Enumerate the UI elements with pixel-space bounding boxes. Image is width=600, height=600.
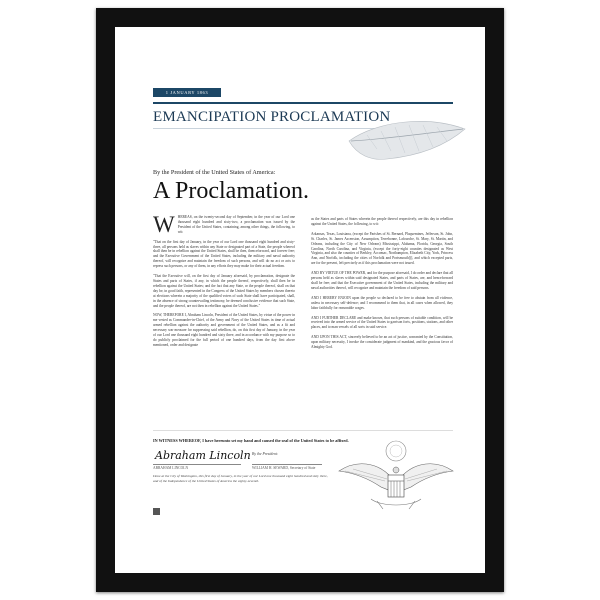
title-rule xyxy=(153,102,453,104)
paragraph: Arkansas, Texas, Louisiana, (except the Parishes of St. Bernard, Plaquemines, Jefferson, St. John, St. Charles, St. James Ascension, Assumption, Terrebonne, Lafourche, St. Mary, St. Martin, and Orleans, including the City of New Orleans) Mississippi, Alabama, Florida, Georgia, South Carolina, North Carolina, and Virginia, (except the forty-eight counties designated as West Virginia, and also the counties of Berkley, Accomac, Northampton, Elizabeth City, York, Princess Ann, and Norfolk, including the cities of Norfolk and Portsmouth[)], and which excepted parts, are for the present, left precisely as if this proclamation were not issued. xyxy=(311,231,453,266)
text-column-left xyxy=(153,212,295,353)
great-seal-eagle-icon xyxy=(337,437,455,519)
drop-cap: W xyxy=(153,212,175,237)
date-banner: 1 JANUARY 1863 xyxy=(153,88,221,97)
section-divider xyxy=(153,430,453,431)
quill-feather-illustration xyxy=(347,111,467,173)
document-sheet xyxy=(115,27,485,573)
signature-line xyxy=(252,464,322,465)
proclamation-heading: A Proclamation. xyxy=(153,178,309,204)
lincoln-signature: Abraham Lincoln xyxy=(155,449,251,462)
signer-name: ABRAHAM LINCOLN xyxy=(153,466,189,470)
paragraph: "That the Executive will, on the first day of January aforesaid, by proclamation, designate the States and parts of States, if any, in which the people thereof, respectively, shall then be in rebellion against the United States; and the fact that any State, or the people thereof, shall on that day be, in good faith, represented in the Congress of the United States by members chosen thereto at elections wherein a majority of the qualified voters of such State shall have participated, shall, in the absence of strong countervailing testimony, be deemed conclusive evidence that such State, and the people thereof, are not then in rebellion against the United States." xyxy=(153,274,295,308)
paragraph: AND I FURTHER DECLARE and make known, that such persons of suitable condition, will be received into the armed service of the United States to garrison forts, positions, stations, and other places, and to man vessels of all sorts in said service. xyxy=(311,315,453,330)
text-column-right xyxy=(311,217,453,355)
footer-logo xyxy=(153,508,160,515)
paragraph: NOW, THEREFORE I, Abraham Lincoln, President of the United States, by virtue of the power in me vested as Commander-in-Chief, of the Army and Navy of the United States in time of actual armed rebellion against the authority and government of the United States, and as a fit and necessary war measure for suppressing said rebellion, do, on this first day of January, in the year of our Lord one thousand eight hundred and sixty three, and in accordance with my purpose so to do publicly proclaimed for the full period of one hundred days, from the day first above mentioned, order and designate xyxy=(153,313,295,347)
byline: By the President of the United States of America: xyxy=(153,169,276,176)
document-title: EMANCIPATION PROCLAMATION xyxy=(153,109,391,125)
signature-line xyxy=(153,464,241,465)
paragraph: AND I HEREBY ENJOIN upon the people so declared to be free to abstain from all violence, unless in necessary self-defence; and I recommend to them that, in all cases when allowed, they labor faithfully for reasonable wages. xyxy=(311,295,453,310)
paragraph xyxy=(153,212,295,237)
paragraph: as the States and parts of States wherein the people thereof respectively, are this day in rebellion against the United States, the following, to wit: xyxy=(311,217,453,226)
paragraph: "That on the first day of January, in the year of our Lord one thousand eight hundred and sixty-three, all persons held as slaves within any State or designated part of a State, the people whereof shall then be in rebellion against the United States, shall be then, thenceforward, and forever free; and the Executive Government of the United States, including the military and naval authority thereof, will recognize and maintain the freedom of such persons, and will do no act or acts to repress such persons, or any of them, in any efforts they may make for their actual freedom. xyxy=(153,239,295,269)
paragraph: AND BY VIRTUE OF THE POWER, and for the purpose aforesaid, I do order and declare that all persons held as slaves within said designated States, and parts of States, are, and henceforward shall be free; and that the Executive government of the United States, including the military and naval authorities thereof, will recognize and maintain the freedom of said persons. xyxy=(311,271,453,290)
by-the-president: By the President: xyxy=(252,452,279,456)
secretary-name: WILLIAM H. SEWARD, Secretary of State xyxy=(252,466,316,470)
paragraph: AND UPON THIS ACT, sincerely believed to be an act of justice, warranted by the Constitution, upon military necessity, I invoke the considerate judgment of mankind, and the gracious favor of Almighty God. xyxy=(311,335,453,350)
witness-statement: IN WITNESS WHEREOF, I have hereunto set my hand and caused the seal of the United States to be affixed. xyxy=(153,438,349,443)
paragraph-text: HEREAS, on the twenty-second day of September, in the year of our Lord one thousand eight hundred and sixty-two, a proclamation was issued by the President of the United States, containing, among other things, the following, to wit: xyxy=(177,215,295,234)
dated-statement: Done at the City of Washington, this first day of January, in the year of our Lord one thousand eight hundred and sixty three, and of the Independence of the United States of America the eighty-seventh. xyxy=(153,474,328,483)
